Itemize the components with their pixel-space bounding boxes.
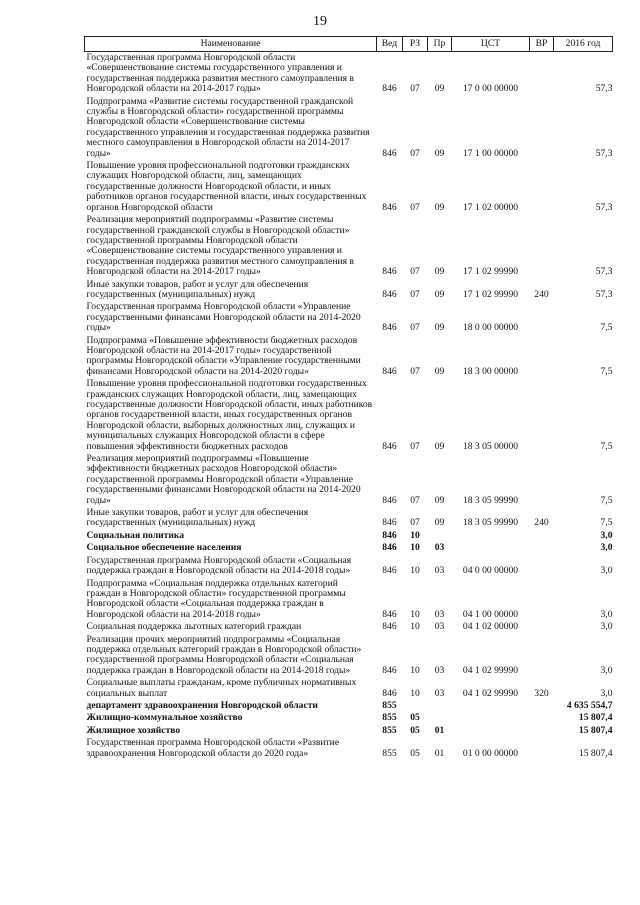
table-row	[85, 712, 613, 724]
cell-vr	[530, 737, 554, 760]
header-ved: Вед	[377, 37, 403, 52]
cell-ved: 846	[382, 494, 397, 506]
cell-ved: 855	[382, 724, 397, 736]
cell-sum: 3,0	[600, 542, 613, 554]
cell-cst: 04 1 02 00000	[462, 621, 519, 633]
cell-ved: 846	[382, 83, 397, 95]
cell-pr: 09	[434, 83, 445, 95]
cell-rz: 10	[410, 687, 420, 699]
cell-name: Социальное обеспечение населения	[86, 542, 242, 554]
cell-cst: 17 1 00 00000	[462, 147, 519, 159]
cell-pr: 01	[434, 724, 445, 736]
cell-vr	[530, 700, 554, 712]
cell-cst: 17 1 02 99990	[462, 266, 519, 278]
cell-cst: 17 1 02 99990	[462, 288, 519, 300]
cell-name: Реализация прочих мероприятий подпрограммы «Социальная поддержка отдельных категорий граждан в Новгородской области» государственной программы Новгородской области «Социальная поддержка граждан в Новгородской области на 2014-2018 годы»	[86, 633, 362, 676]
cell-ved: 846	[382, 687, 397, 699]
header-rz: РЗ	[403, 37, 428, 52]
cell-name: Социальная поддержка льготных категорий граждан	[86, 621, 302, 633]
cell-vr	[530, 160, 554, 214]
cell-sum: 15 807,4	[578, 747, 613, 759]
cell-name: Жилищное хозяйство	[86, 724, 181, 736]
cell-pr: 01	[434, 747, 445, 759]
table-row	[85, 453, 613, 507]
cell-sum: 3,0	[600, 529, 613, 541]
cell-sum: 3,0	[600, 687, 613, 699]
cell-name: Повышение уровня профессиональной подготовки гражданских служащих Новгородской области, лиц, замещающих государственные должности Новгородской области, и иных работников органов государственной власти, иных государственных органов Новгородской области	[86, 160, 367, 213]
table-row	[85, 52, 613, 96]
cell-vr: 240	[534, 288, 549, 300]
cell-name: Государственная программа Новгородской области «Социальная поддержка граждан в Новгородской области на 2014-2018 годы»	[86, 554, 352, 577]
cell-ved: 846	[382, 288, 397, 300]
cell-vr	[530, 378, 554, 453]
cell-pr: 09	[434, 440, 445, 452]
cell-vr	[530, 555, 554, 578]
header-name: Наименование	[85, 37, 377, 52]
cell-cst	[452, 712, 530, 724]
table-header-row	[85, 37, 613, 52]
cell-sum: 3,0	[600, 664, 613, 676]
cell-sum: 57,3	[595, 83, 613, 95]
cell-ved: 855	[382, 747, 397, 759]
cell-sum: 57,3	[595, 201, 613, 213]
table-row	[85, 279, 613, 302]
table-row	[85, 621, 613, 633]
cell-cst: 04 1 00 00000	[462, 608, 519, 620]
cell-name: Повышение уровня профессиональной подготовки государственных гражданских служащих Новгородской области, лиц, замещающих государственные должности Новгородской области, иных работников органов государственной власти, иных государственных органов Новгородской области, выборных должностных лиц, служащих и муниципальных служащих Новгородской области в сфере повышения эффективности бюджетных расходов	[86, 378, 373, 452]
cell-pr: 03	[434, 621, 445, 633]
header-pr: Пр	[428, 37, 452, 52]
cell-sum: 7,5	[600, 322, 613, 334]
cell-rz: 05	[410, 712, 420, 724]
cell-cst	[452, 725, 530, 737]
cell-rz: 07	[410, 494, 420, 506]
cell-rz: 07	[410, 147, 420, 159]
cell-cst: 04 1 02 99990	[462, 687, 519, 699]
table-row	[85, 335, 613, 379]
cell-pr: 09	[434, 288, 445, 300]
cell-name: Социальные выплаты гражданам, кроме публичных нормативных социальных выплат	[86, 677, 357, 699]
cell-cst: 04 1 02 99990	[462, 664, 519, 676]
cell-cst: 18 0 00 00000	[462, 322, 519, 334]
cell-name: Подпрограмма «Социальная поддержка отдельных категорий граждан в Новгородской области» государственной программы Новгородской области «Социальная поддержка граждан в Новгородской области на 2014-2018 годы»	[86, 577, 346, 620]
cell-cst: 01 0 00 00000	[462, 747, 519, 759]
cell-name: Государственная программа Новгородской области «Совершенствование системы государственного управления и государственная поддержка развития местного самоуправления в Новгородской области на 2014-2017 годы»	[86, 52, 354, 95]
cell-name: Иные закупки товаров, работ и услуг для обеспечения государственных (муниципальных) нужд	[86, 278, 309, 300]
cell-name: Социальная политика	[86, 529, 185, 541]
cell-vr	[530, 712, 554, 724]
cell-vr	[530, 725, 554, 737]
table-row	[85, 578, 613, 622]
budget-table	[84, 36, 613, 760]
table-body	[85, 52, 613, 761]
cell-vr	[530, 578, 554, 622]
page-number: 19	[313, 14, 327, 29]
cell-pr: 09	[434, 322, 445, 334]
cell-rz: 10	[410, 529, 420, 541]
table-row	[85, 725, 613, 737]
header-year: 2016 год	[554, 37, 613, 52]
table-row	[85, 542, 613, 554]
header-cst: ЦСТ	[452, 37, 530, 52]
cell-pr: 09	[434, 147, 445, 159]
cell-ved: 855	[382, 712, 397, 724]
cell-pr: 09	[434, 517, 445, 529]
cell-vr	[530, 542, 554, 554]
cell-sum: 57,3	[595, 266, 613, 278]
cell-rz: 07	[410, 288, 420, 300]
table-row	[85, 507, 613, 530]
table-row	[85, 700, 613, 712]
table-row	[85, 737, 613, 760]
cell-cst: 17 0 00 00000	[462, 83, 519, 95]
cell-ved: 846	[382, 440, 397, 452]
cell-sum: 3,0	[600, 608, 613, 620]
cell-sum: 3,0	[600, 621, 613, 633]
table-row	[85, 530, 613, 542]
cell-rz: 10	[410, 608, 420, 620]
cell-rz: 07	[410, 440, 420, 452]
cell-pr: 09	[434, 365, 445, 377]
cell-rz: 10	[410, 621, 420, 633]
cell-vr	[530, 335, 554, 379]
cell-sum: 7,5	[600, 365, 613, 377]
cell-vr: 320	[534, 687, 549, 699]
cell-rz: 10	[410, 542, 420, 554]
cell-pr: 09	[434, 266, 445, 278]
cell-ved: 846	[382, 365, 397, 377]
table-row	[85, 555, 613, 578]
cell-ved: 846	[382, 266, 397, 278]
cell-vr	[530, 52, 554, 96]
cell-sum: 3,0	[600, 565, 613, 577]
cell-vr	[530, 453, 554, 507]
cell-ved: 855	[382, 699, 397, 711]
cell-ved: 846	[382, 565, 397, 577]
cell-vr	[530, 301, 554, 334]
cell-rz	[403, 700, 428, 712]
header-vr: ВР	[530, 37, 554, 52]
cell-pr: 09	[434, 201, 445, 213]
cell-rz: 07	[410, 322, 420, 334]
table-row	[85, 160, 613, 214]
cell-name: Подпрограмма «Повышение эффективности бюджетных расходов Новгородской области на 2014-2017 годы» государственной программы Новгородской области «Управление государственными финансами Новгородской области на 2014-2020 годы»	[86, 334, 361, 377]
cell-pr	[428, 712, 452, 724]
cell-ved: 846	[382, 147, 397, 159]
cell-vr	[530, 530, 554, 542]
cell-pr: 03	[434, 608, 445, 620]
cell-rz: 05	[410, 747, 420, 759]
cell-sum: 7,5	[600, 494, 613, 506]
cell-sum: 15 807,4	[578, 712, 613, 724]
cell-rz: 07	[410, 266, 420, 278]
cell-sum: 57,3	[595, 147, 613, 159]
cell-pr: 03	[434, 687, 445, 699]
cell-vr	[530, 214, 554, 278]
cell-ved: 846	[382, 542, 397, 554]
cell-cst: 18 3 00 00000	[462, 365, 519, 377]
cell-name: Реализация мероприятий подпрограммы «Развитие системы государственной гражданской службы в Новгородской области» государственной программы Новгородской области «Совершенствование системы государственного управления и государственная поддержка развития местного самоуправления в Новгородской области на 2014-2017 годы»	[86, 214, 354, 278]
cell-sum: 7,5	[600, 517, 613, 529]
cell-ved: 846	[382, 608, 397, 620]
cell-name: Иные закупки товаров, работ и услуг для обеспечения государственных (муниципальных) нужд	[86, 507, 309, 529]
table-row	[85, 378, 613, 453]
cell-cst: 18 3 05 99990	[462, 517, 519, 529]
cell-pr: 03	[434, 542, 445, 554]
cell-cst	[452, 542, 530, 554]
cell-pr: 03	[434, 565, 445, 577]
cell-sum: 15 807,4	[578, 724, 613, 736]
cell-vr	[530, 96, 554, 160]
cell-sum: 57,3	[595, 288, 613, 300]
table-row	[85, 96, 613, 160]
cell-cst: 04 0 00 00000	[462, 565, 519, 577]
cell-name: департамент здравоохранения Новгородской области	[86, 699, 318, 711]
cell-pr	[428, 530, 452, 542]
cell-name: Реализация мероприятий подпрограммы «Повышение эффективности бюджетных расходов Новгородской области» государственной программы Новгородской области «Управление государственными финансами Новгородской области на 2014-2020 годы»	[86, 453, 361, 506]
cell-rz: 07	[410, 83, 420, 95]
cell-ved: 846	[382, 529, 397, 541]
cell-cst	[452, 530, 530, 542]
cell-ved: 846	[382, 517, 397, 529]
table-row	[85, 677, 613, 700]
cell-ved: 846	[382, 621, 397, 633]
cell-vr	[530, 634, 554, 678]
cell-ved: 846	[382, 664, 397, 676]
cell-name: Подпрограмма «Развитие системы государственной гражданской службы в Новгородской области» государственной программы Новгородской области «Совершенствование системы государственного управления и государственная поддержка развития местного самоуправления в Новгородской области на 2014-2017 годы»	[86, 95, 370, 159]
cell-rz: 07	[410, 201, 420, 213]
cell-sum: 4 635 554,7	[566, 699, 613, 711]
cell-ved: 846	[382, 201, 397, 213]
cell-sum: 7,5	[600, 440, 613, 452]
cell-rz: 05	[410, 724, 420, 736]
cell-rz: 10	[410, 565, 420, 577]
cell-rz: 10	[410, 664, 420, 676]
cell-pr: 03	[434, 664, 445, 676]
cell-name: Государственная программа Новгородской области «Развитие здравоохранения Новгородской области до 2020 года»	[86, 737, 340, 759]
cell-pr	[428, 700, 452, 712]
table-row	[85, 301, 613, 334]
cell-cst: 18 3 05 99990	[462, 494, 519, 506]
cell-name: Государственная программа Новгородской области «Управление государственными финансами Новгородской области на 2014-2020 годы»	[86, 301, 361, 334]
cell-cst	[452, 700, 530, 712]
cell-vr	[530, 621, 554, 633]
cell-rz: 07	[410, 365, 420, 377]
cell-cst: 17 1 02 00000	[462, 201, 519, 213]
table-row	[85, 634, 613, 678]
cell-name: Жилищно-коммунальное хозяйство	[86, 712, 243, 724]
cell-rz: 07	[410, 517, 420, 529]
cell-ved: 846	[382, 322, 397, 334]
table-row	[85, 214, 613, 278]
cell-pr: 09	[434, 494, 445, 506]
cell-vr: 240	[534, 517, 549, 529]
cell-cst: 18 3 05 00000	[462, 440, 519, 452]
